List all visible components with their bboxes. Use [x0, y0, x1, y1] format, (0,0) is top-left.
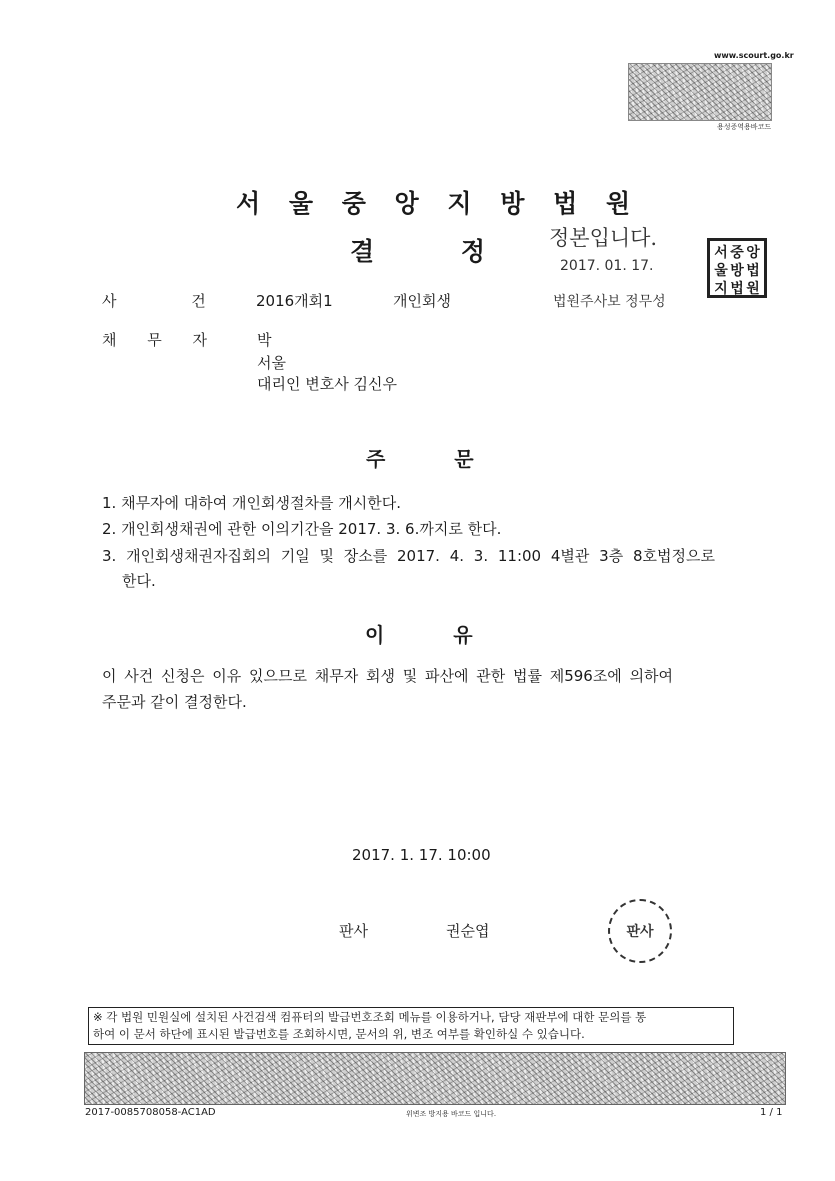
debtor-agent: 대리인 변호사 김신우 [257, 375, 397, 393]
debtor-name: 박 [257, 331, 272, 349]
case-label: 사 건 [102, 292, 206, 310]
issue-number: 2017-0085708058-AC1AD [85, 1107, 216, 1118]
order-item-1: 1. 채무자에 대하여 개인회생절차를 개시한다. [102, 494, 401, 512]
certification-text: 정본입니다. [549, 226, 658, 250]
order-item-2: 2. 개인회생채권에 관한 이의기간을 2017. 3. 6.까지로 한다. [102, 520, 502, 538]
anti-forgery-caption: 위변조 방지용 바코드 입니다. [406, 1110, 497, 1118]
case-type: 개인회생 [393, 292, 451, 310]
seal-char: 방 [730, 263, 744, 279]
notice-line-2: 하여 이 문서 하단에 표시된 발급번호를 조회하시면, 문서의 위, 변조 여부를 확인하실 수 있습니다. [93, 1027, 585, 1041]
certification-date: 2017. 01. 17. [560, 258, 654, 274]
anti-forgery-barcode [84, 1052, 786, 1105]
seal-char: 서 [714, 245, 728, 261]
certification-officer: 법원주사보 정무성 [553, 294, 666, 310]
seal-char: 법 [746, 263, 760, 279]
reason-line-2: 주문과 같이 결정한다. [102, 693, 247, 711]
seal-char: 중 [730, 245, 744, 261]
judge-name: 권순엽 [446, 922, 490, 940]
notice-line-1: ※ 각 법원 민원실에 설치된 사건검색 컴퓨터의 발급번호조회 메뉴를 이용하거나, 담당 재판부에 대한 문의를 통 [93, 1010, 647, 1024]
order-item-3-continued: 한다. [122, 572, 156, 590]
judge-seal: 판사 [608, 899, 672, 963]
seal-char: 원 [746, 281, 760, 297]
reason-heading: 이 유 [365, 623, 473, 647]
verification-notice [88, 1007, 734, 1045]
page-number: 1 / 1 [760, 1107, 783, 1118]
court-seal [707, 238, 767, 298]
seal-char: 앙 [746, 245, 760, 261]
debtor-label: 채 무 자 [102, 331, 208, 349]
court-name [236, 184, 631, 220]
order-item-3: 3. 개인회생채권자집회의 기일 및 장소를 2017. 4. 3. 11:00 4별관 3층 8호법정으로 [102, 547, 715, 565]
header-url: www.scourt.go.kr [714, 51, 794, 60]
judge-title: 판사 [339, 922, 368, 940]
document-type: 결 정 [350, 237, 486, 266]
court-name-text: 서 울 중 앙 지 방 법 원 [236, 189, 631, 218]
top-2d-barcode [628, 63, 772, 121]
order-heading: 주 문 [366, 447, 474, 471]
case-number: 2016개회1 [256, 292, 333, 310]
decision-datetime: 2017. 1. 17. 10:00 [352, 846, 491, 864]
seal-char: 지 [714, 281, 728, 297]
reason-line-1: 이 사건 신청은 이유 있으므로 채무자 회생 및 파산에 관한 법률 제596조에 의하여 [102, 667, 674, 685]
seal-char: 울 [714, 263, 728, 279]
seal-char: 법 [730, 281, 744, 297]
debtor-address: 서울 [257, 354, 286, 372]
barcode-caption: 용성증역용바코드 [717, 123, 772, 131]
